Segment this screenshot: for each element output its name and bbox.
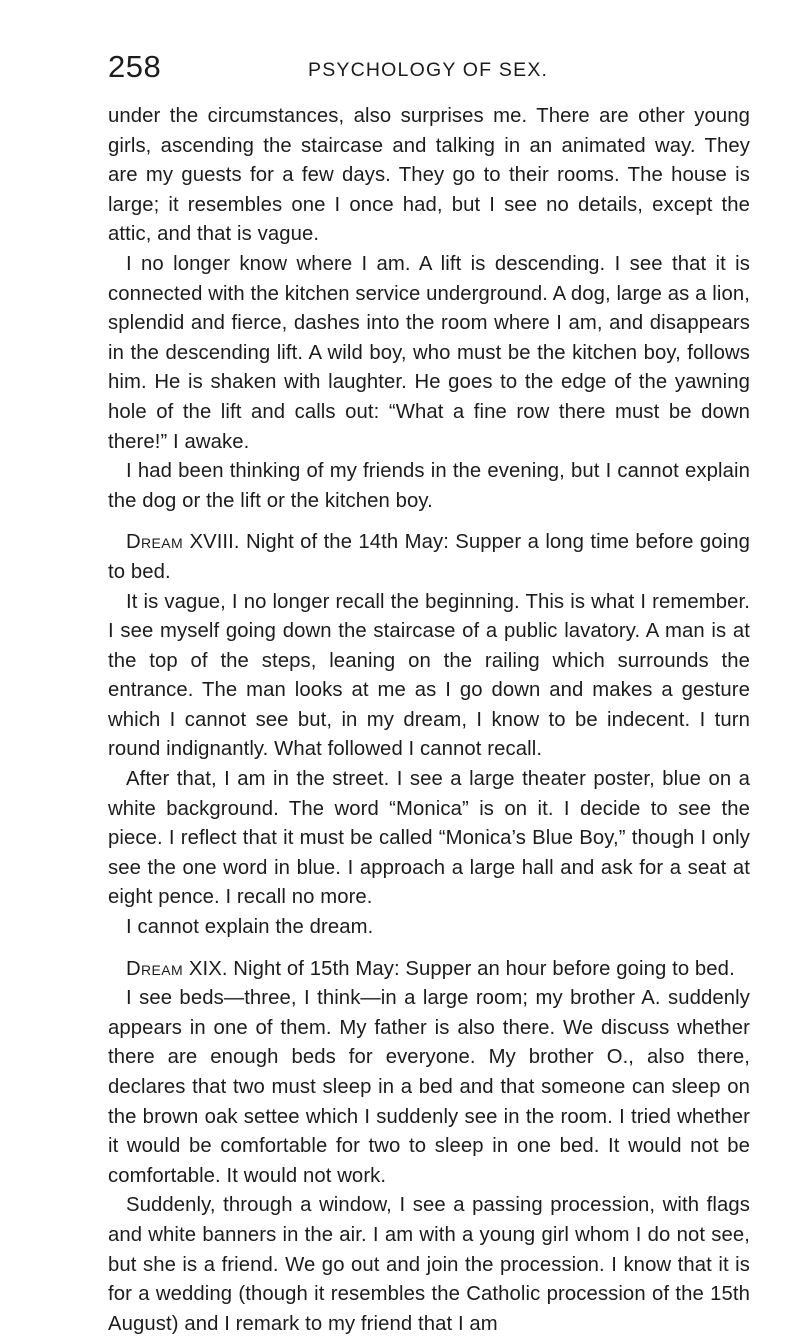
paragraph-text: I no longer know where I am. A lift is descending. I see that it is connected with the kitchen service underground. A dog, large as a lion, splendid and fierce, dashes into the room where I am, and disappears in the descending lift. A wild boy, who must be the kitchen boy, follows him. He is shaken with laughter. He goes to the edge of the yawning hole of the lift and calls out: “What a fine row there must be down there!” I awake. [108,252,750,453]
paragraph-text: I see beds—three, I think—in a large room; my brother A. suddenly appears in one of them. My father is also there. We discuss whether there are enough beds for everyone. My brother O., also there, declares that two must sleep in a bed and that someone can sleep on the brown oak settee which I suddenly see in the room. I tried whether it would be comfortable for two to sleep in one bed. It would not be comfortable. It would not work. [108,987,750,1187]
paragraph-text: XIX. Night of 15th May: Supper an hour before going to bed. [183,957,735,980]
paragraph [108,1191,750,1339]
paragraph [108,984,750,1191]
paragraph [108,588,750,766]
page-number: 258 [108,49,162,84]
paragraph-text: under the circumstances, also surprises me. There are other young girls, ascending the staircase and talking in an animated way. They are my guests for a few days. They go to their rooms. The house is large; it resembles one I once had, but I see no details, except the attic, and that is vague. [108,105,750,246]
paragraph-continuation [108,102,750,250]
paragraph [108,250,750,457]
dream-heading-paragraph [108,955,750,985]
dream-label: Dream [126,957,184,980]
paragraph-text: I had been thinking of my friends in the evening, but I cannot explain the dog or the lift or the kitchen boy. [108,460,750,512]
running-head [108,50,750,90]
dream-label: Dream [126,531,184,554]
paragraph [108,457,750,516]
paragraph-text: XVIII. Night of the 14th May: Supper a long time before going to bed. [108,531,750,583]
dream-heading-paragraph [108,528,750,587]
body-text [108,102,750,1339]
paragraph-text: I cannot explain the dream. [126,916,374,939]
paragraph [108,913,750,943]
paragraph-text: Suddenly, through a window, I see a passing procession, with flags and white banners in the air. I am with a young girl whom I do not see, but she is a friend. We go out and join the procession. I know that it is for a wedding (though it resembles the Catholic procession of the 15th August) and I remark to my friend that I am [108,1194,750,1335]
paragraph-text: After that, I am in the street. I see a large theater poster, blue on a white background. The word “Monica” is on it. I decide to see the piece. I reflect that it must be called “Monica’s Blue Boy,” though I only see the one word in blue. I approach a large hall and ask for a seat at eight pence. I recall no more. [108,768,750,909]
running-title: PSYCHOLOGY OF SEX. [308,59,549,81]
paragraph [108,765,750,913]
paragraph-text: It is vague, I no longer recall the beginning. This is what I remember. I see myself going down the staircase of a public lavatory. A man is at the top of the steps, leaning on the railing which surrounds the entrance. The man looks at me as I go down and makes a gesture which I cannot see but, in my dream, I know to be indecent. I turn round indignantly. What followed I cannot recall. [108,590,750,761]
